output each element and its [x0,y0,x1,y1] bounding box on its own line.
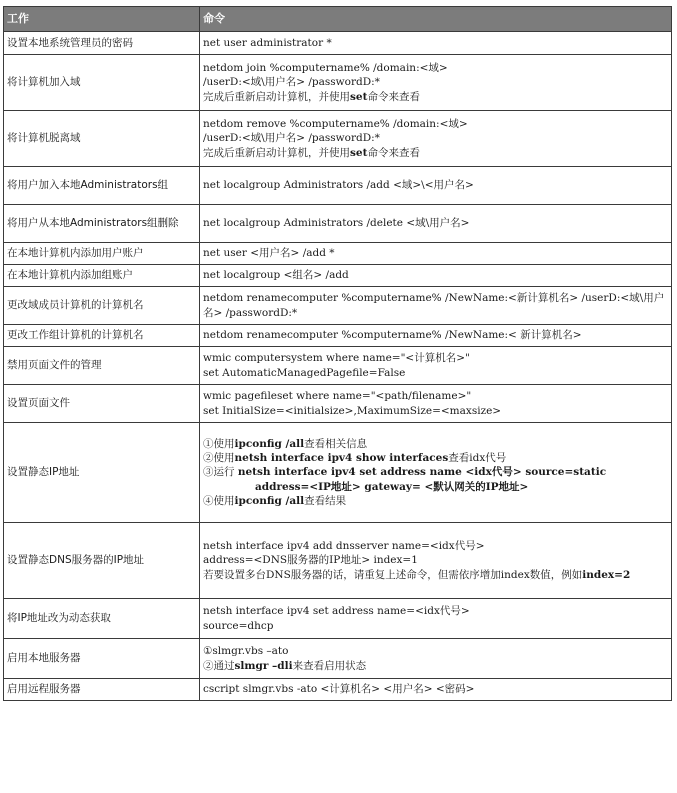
command-line [203,539,668,553]
command-text: net localgroup Administrators /delete <域\用户名> [203,217,470,230]
command-text: 查看相关信息 [304,438,368,451]
command-line [203,619,668,633]
command-line [203,216,668,230]
command-line [203,131,668,145]
command-text: 命令来查看 [367,146,420,159]
command-cell [200,205,672,243]
command-cell [200,243,672,265]
command-line [203,644,668,658]
command-bold-text: address=<IP地址> gateway= <默认网关的IP地址> [255,480,529,493]
command-line [203,437,668,451]
table-row [4,287,672,325]
table-row [4,325,672,347]
command-text: netsh interface ipv4 set address name=<idx代号> [203,605,470,618]
command-line [203,351,668,365]
command-line [203,291,668,319]
command-text: wmic computersystem where name="<计算机名>" [203,352,470,365]
header-task: 工作 [4,7,200,32]
command-text: source=dhcp [203,619,274,632]
command-text: netdom join %computername% /domain:<域> [203,62,448,75]
table-header-row [4,7,672,32]
table-row [4,639,672,679]
command-text: net localgroup <组名> /add [203,269,349,282]
task-cell: 将计算机脱离域 [4,111,200,167]
table-row [4,523,672,599]
command-cell [200,287,672,325]
command-line [203,146,668,160]
command-cell [200,523,672,599]
task-cell: 在本地计算机内添加组账户 [4,265,200,287]
task-cell: 启用本地服务器 [4,639,200,679]
command-cell [200,265,672,287]
command-text: net localgroup Administrators /add <域>\<用户名> [203,179,474,192]
task-cell: 将用户从本地Administrators组删除 [4,205,200,243]
command-text: ③运行 [203,466,238,479]
command-text: netdom remove %computername% /domain:<域> [203,118,468,131]
command-text: 来查看启用状态 [292,659,367,672]
command-line [203,61,668,75]
command-line [203,328,668,342]
task-cell: 在本地计算机内添加用户账户 [4,243,200,265]
command-cell [200,347,672,385]
command-cell [200,385,672,423]
command-text: cscript slmgr.vbs -ato <计算机名> <用户名> <密码> [203,683,475,696]
task-cell: 设置静态IP地址 [4,423,200,523]
command-text: ④使用 [203,494,235,507]
command-line [203,553,668,567]
table-body [4,32,672,701]
command-text: ①使用 [203,438,235,451]
command-text: ②使用 [203,452,235,465]
task-cell: 设置静态DNS服务器的IP地址 [4,523,200,599]
command-line [203,36,668,50]
command-text: 查看idx代号 [448,452,507,465]
command-line [203,659,668,673]
command-line [203,682,668,696]
command-bold-text: ipconfig /all [234,494,305,507]
command-line [203,604,668,618]
command-text: netdom renamecomputer %computername% /NewName:<新计算机名> /userD:<域\用户名> /passwordD:* [203,292,665,319]
command-text: /userD:<域\用户名> /passwordD:* [203,132,380,145]
command-cell [200,111,672,167]
command-line [203,90,668,104]
table-row [4,599,672,639]
command-cell [200,599,672,639]
task-cell: 更改工作组计算机的计算机名 [4,325,200,347]
command-line [203,494,668,508]
command-text: address=<DNS服务器的IP地址> index=1 [203,554,418,567]
command-text: net user administrator * [203,36,332,49]
command-text: ①slmgr.vbs –ato [203,645,289,658]
table-row [4,205,672,243]
task-cell: 将计算机加入域 [4,55,200,111]
command-line [203,404,668,418]
task-cell: 将IP地址改为动态获取 [4,599,200,639]
command-cell [200,167,672,205]
command-bold-text: set [350,146,368,159]
command-text: 查看结果 [304,494,347,507]
command-bold-text: netsh interface ipv4 set address name <idx代号> source=static [237,466,607,479]
command-text: set InitialSize=<initialsize>,MaximumSize=<maxsize> [203,404,502,417]
command-line [203,246,668,260]
header-command: 命令 [200,7,672,32]
command-cell [200,423,672,523]
command-line [203,568,668,582]
command-bold-text: netsh interface ipv4 show interfaces [234,452,449,465]
task-cell: 将用户加入本地Administrators组 [4,167,200,205]
command-line [203,75,668,89]
command-text: netsh interface ipv4 add dnsserver name=<idx代号> [203,540,485,553]
command-text: /userD:<域\用户名> /passwordD:* [203,76,380,89]
command-text: net user <用户名> /add * [203,247,335,260]
command-bold-text: index=2 [582,568,631,581]
table-row [4,679,672,701]
command-cell [200,325,672,347]
command-line [203,117,668,131]
table-row [4,423,672,523]
command-line [203,451,668,465]
command-text: set AutomaticManagedPagefile=False [203,366,406,379]
table-row [4,385,672,423]
command-text: wmic pagefileset where name="<path/filename>" [203,390,472,403]
table-row [4,111,672,167]
command-text: ②通过 [203,659,235,672]
table-row [4,265,672,287]
command-cell [200,679,672,701]
table-row [4,243,672,265]
command-cell [200,32,672,55]
command-cell [200,639,672,679]
task-cell: 设置页面文件 [4,385,200,423]
command-line [203,389,668,403]
task-cell: 更改域成员计算机的计算机名 [4,287,200,325]
command-text: 若要设置多台DNS服务器的话，请重复上述命令，但需依序增加index数值，例如 [203,568,583,581]
command-line [203,268,668,282]
command-text: 完成后重新启动计算机，并使用 [203,146,350,159]
command-bold-text: ipconfig /all [234,438,305,451]
table-row [4,347,672,385]
command-text: 命令来查看 [367,90,420,103]
command-text: netdom renamecomputer %computername% /NewName:< 新计算机名> [203,329,582,342]
command-line [203,178,668,192]
table-row [4,167,672,205]
command-table [3,6,672,701]
task-cell: 禁用页面文件的管理 [4,347,200,385]
command-bold-text: set [350,90,368,103]
command-line [203,465,668,479]
task-cell: 启用远程服务器 [4,679,200,701]
table-row [4,55,672,111]
task-cell: 设置本地系统管理员的密码 [4,32,200,55]
command-line [203,366,668,380]
command-line [203,480,668,494]
table-row [4,32,672,55]
command-bold-text: slmgr –dli [234,659,293,672]
command-cell [200,55,672,111]
command-text: 完成后重新启动计算机，并使用 [203,90,350,103]
